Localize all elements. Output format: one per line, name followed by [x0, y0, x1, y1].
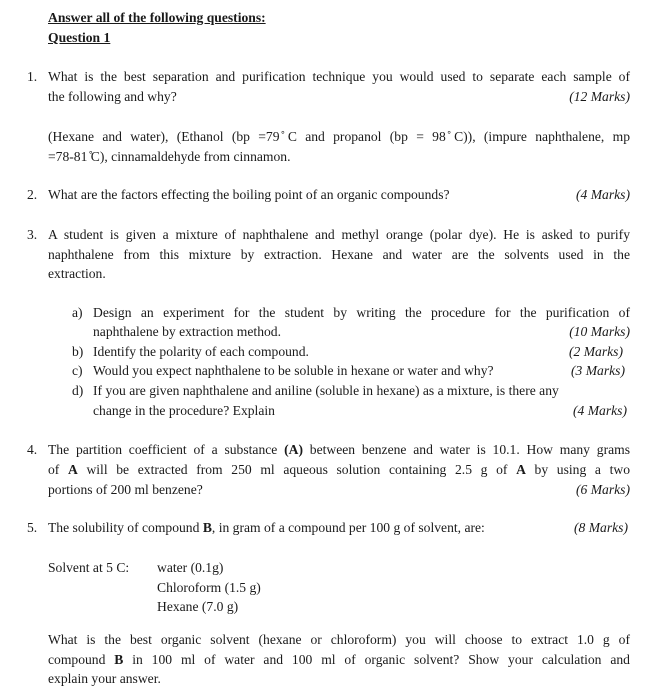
q2-number: 2. [27, 187, 38, 202]
q3b-marks: (2 Marks) [569, 344, 623, 359]
q3d-text-line-2: change in the procedure? Explain [93, 403, 275, 418]
q2-text: What are the factors effecting the boiling point of an organic compounds? [48, 187, 450, 202]
q1-number: 1. [27, 69, 38, 84]
q3c-text: Would you expect naphthalene to be soluble in hexane or water and why? [93, 363, 494, 378]
q1-marks: (12 Marks) [569, 89, 630, 104]
q5-final-line-1: What is the best organic solvent (hexane or chloroform) you will choose to extract 1.0 g of [48, 632, 630, 647]
q3a-label: a) [72, 305, 83, 320]
solvent-chloroform: Chloroform (1.5 g) [157, 580, 261, 595]
q3b-label: b) [72, 344, 84, 359]
q1-detail-line-2: =78-81 ̊C), cinnamaldehyde from cinnamon. [48, 149, 291, 164]
q1-text-line-1: What is the best separation and purification technique you would used to separate each sample of [48, 69, 630, 84]
q2-marks: (4 Marks) [576, 187, 630, 202]
question-heading: Question 1 [48, 30, 111, 45]
q4-text-line-1: The partition coefficient of a substance (A) between benzene and water is 10.1. How many grams [48, 442, 631, 457]
solvent-label: Solvent at 5 C: [48, 560, 130, 575]
q4-text-line-3: portions of 200 ml benzene? [48, 482, 203, 497]
q3d-label: d) [72, 383, 84, 398]
q3a-marks: (10 Marks) [569, 324, 630, 339]
q4-text-line-2: of A will be extracted from 250 ml aqueous solution containing 2.5 g of A by using a two [48, 462, 630, 477]
q5-marks: (8 Marks) [574, 520, 628, 535]
solvent-water: water (0.1g) [157, 560, 224, 575]
q3-text-line-1: A student is given a mixture of naphthalene and methyl orange (polar dye). He is asked to purify [48, 227, 630, 242]
q5-final-line-2: compound B in 100 ml of water and 100 ml of organic solvent? Show your calculation and [48, 652, 630, 667]
q3a-text-line-2: naphthalene by extraction method. [93, 324, 281, 339]
q1-detail-line-1: (Hexane and water), (Ethanol (bp =79 ̊C and propanol (bp = 98 ̊C)), (impure naphthalene, mp [48, 129, 630, 144]
q3-text-line-3: extraction. [48, 266, 106, 281]
q3b-text: Identify the polarity of each compound. [93, 344, 309, 359]
q3-number: 3. [27, 227, 38, 242]
q5-number: 5. [27, 520, 38, 535]
q3d-marks: (4 Marks) [573, 403, 627, 418]
q3d-text-line-1: If you are given naphthalene and aniline (soluble in hexane) as a mixture, is there any [93, 383, 559, 398]
q3c-marks: (3 Marks) [571, 363, 625, 378]
q3a-text-line-1: Design an experiment for the student by writing the procedure for the purification of [93, 305, 630, 320]
q3c-label: c) [72, 363, 83, 378]
q3-text-line-2: naphthalene from this mixture by extraction. Hexane and water are the solvents used in the [48, 247, 630, 262]
q4-number: 4. [27, 442, 38, 457]
solvent-hexane: Hexane (7.0 g) [157, 599, 239, 614]
q4-marks: (6 Marks) [576, 482, 630, 497]
assignment-title: Answer all of the following questions: [48, 10, 266, 25]
q5-final-line-3: explain your answer. [48, 671, 161, 686]
q1-text-line-2: the following and why? [48, 89, 177, 104]
q5-text: The solubility of compound B, in gram of a compound per 100 g of solvent, are: [48, 520, 485, 535]
